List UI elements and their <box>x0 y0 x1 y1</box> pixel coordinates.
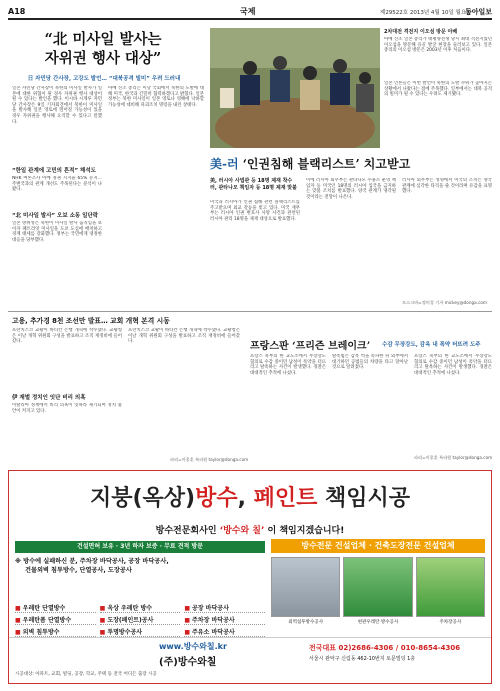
ad-title-part-b: 방수 <box>195 486 238 511</box>
story3-headline: 고용, 추가경 8천 조선만 발표… 교회 개혁 본격 시동 <box>12 317 170 325</box>
ad-service-item: ■ 주유소 바닥공사 <box>184 627 265 637</box>
lead-headline-line2: 자위권 행사 대상” <box>44 50 162 67</box>
advertisement <box>8 470 492 684</box>
ad-photo-label: 현관우레탄 방수공사 <box>357 620 399 625</box>
lead-body-b: NHK 여론조사 아베 정권 지지율 65% 유지… 주변국과의 관계 개선도 주목된다는 분석이 나왔다. <box>12 176 102 193</box>
ad-service-item: ■ 주차장 바닥공사 <box>184 615 265 625</box>
ad-service-item: ■ 도장(페인트)공사 <box>100 615 181 625</box>
story2-body-a: 미국과 러시아가 인권 침해 관련 블랙리스트를 주고받으며 외교 갈등을 빚고 있다. 미국 재무부는 러시아 인권 변호사 사망 사건과 관련된 러시아 관리 18명을 제재 대상으로 발표했다. <box>210 200 300 222</box>
story3-body-b: 이탈리아 정계에서 비리 의혹이 잇따라 제기되며 정치 불안이 커지고 있다. <box>12 403 122 414</box>
ad-company-name: (주)방수와칠 <box>159 657 217 668</box>
lead-body-col3: 일본 언론들은 이번 발언이 북한의 도발 수위가 높아지는 상황에서 나왔다는 점에 주목했다. 일부에서는 대북 공격의 빌미가 될 수 있다는 우려도 제기됐다. <box>384 81 492 98</box>
ad-service-item: ■ 공장 바닥공사 <box>184 603 265 613</box>
ad-sub-b: ‘방수와 칠’ <box>219 526 265 536</box>
ad-services-line2: 건물외벽 침투방수, 단열공사, 도장공사 <box>25 567 132 574</box>
ad-subtitle <box>9 523 491 536</box>
ad-sub-a: 방수전문회사인 <box>155 526 220 536</box>
lead-headline-line1: “北 미사일 발사는 <box>44 31 162 48</box>
ad-photo-parking <box>416 557 485 617</box>
lead-photo <box>210 28 380 148</box>
story2-minihead: 美, 러시아 사법관 등 18명 제재 착수 러, 관타나모 책임자 등 18명 제재 맞불 <box>210 178 297 191</box>
story4-byline: 파리=이종훈 특파원 taylor@donga.com <box>414 455 493 460</box>
ad-photo-strip <box>271 557 485 617</box>
story4-body-c: 프랑스 북부의 한 교도소에서 무장강도 혐의로 수감 중이던 남성이 폭약을 터뜨리고 탈옥하는 사건이 발생했다. 경찰은 대대적인 추적에 나섰다. <box>414 354 492 376</box>
story4-headline: 프랑스판 ‘프리즌 브레이크’ <box>250 341 371 352</box>
lead-minihead-a: “한일 관계에 고민의 흔적” 해석도 <box>12 168 96 174</box>
ad-service-item: ■ 옥상 우레탄 방수 <box>100 603 181 613</box>
ad-photo-entrance <box>343 557 412 617</box>
story4-subhead: 수감 무장강도, 감옥 내 폭약 터뜨려 도주 <box>382 342 481 348</box>
ad-service-item: ■ 우레탄폼 단열방수 <box>15 615 96 625</box>
ad-services <box>15 557 265 575</box>
ad-title-part-c: , <box>237 486 254 511</box>
ad-service-grid <box>15 603 265 637</box>
ad-band-left: 건설면허 보유 ∙ 3년 하자 보증 ∙ 무료 견적 방문 <box>15 541 265 553</box>
ad-phone: 전국대표 02)2686-4306 / 010-8654-4306 <box>309 644 461 652</box>
ad-photo-label: 주차장공사 <box>439 620 462 625</box>
ad-title-part-d: 페인트 <box>253 486 318 511</box>
ad-service-item: ■ 우레탄 단열방수 <box>15 603 96 613</box>
photo-caption-box <box>384 28 492 148</box>
lead-subhead: 日 자민당 간사장, 고강도 발언… “대북공격 빌미” 우려 드러내 <box>27 76 181 82</box>
ad-photo-labels <box>271 619 485 625</box>
story4-body-a: 프랑스 북부의 한 교도소에서 무장강도 혐의로 수감 중이던 남성이 폭약을 터뜨리고 탈옥하는 사건이 발생했다. 경찰은 대대적인 추적에 나섰다. <box>250 354 326 376</box>
photo-caption: 아베 신조 일본 총리가 태평양전쟁 당시 최대 격전지였던 이오섬을 방문해 유골 발굴 현장을 둘러보고 있다. 일본 총리의 이오섬 방문은 2003년 이후 처음이다. <box>384 37 492 54</box>
ad-sub-c: 이 책임지겠습니다! <box>264 526 345 536</box>
ad-website: www.방수와칠.kr <box>159 642 227 651</box>
photo-illustration <box>210 28 380 148</box>
lead-body-col2: 아베 신조 총리는 이날 국회에서 북한의 도발에 대해 미국, 한국과 긴밀히 협력하겠다고 밝혔다. 일본 정부는 북한 미사일이 일본 영토나 영해에 낙하할 가능성에 대비해 파괴조치 명령을 내린 상태다. <box>108 86 204 108</box>
page-header <box>8 6 492 18</box>
ad-band-right: 방수전문 건설업체 ∙ 건축도장전문 건설업체 <box>271 539 485 553</box>
ad-service-item: ■ 외벽 침투방수 <box>15 627 96 637</box>
newspaper-logo: 동아일보 <box>464 7 492 16</box>
ad-title-part-a: 지붕(옥상) <box>89 486 196 511</box>
story3-body-col2: 프란치스코 교황이 바티칸 은행 개혁에 착수했다. 교황청은 이날 개혁 위원회 구성을 발표하고 조직 재정비에 들어갔다. <box>128 328 240 345</box>
story4-body-b: 탈옥범은 감옥 벽을 폭파한 뒤 외부에서 대기하던 공범들의 차량을 타고 달아난 것으로 알려졌다. <box>332 354 408 371</box>
story2-byline: 모스크바=정미경 기자 mickey@donga.com <box>402 300 488 305</box>
photo-caption-title: 2차대전 격전지 이오섬 방문 아베 <box>384 29 458 35</box>
section-title: 국제 <box>240 7 256 16</box>
story2-headline-prefix: 美-러 <box>210 157 239 171</box>
ad-photo-label: 외벽침투방수공사 <box>288 620 324 625</box>
ad-services-line1: ※ 방수에 실패하신 분, 주차장 바닥공사, 공장 바닥공사, <box>15 558 169 565</box>
lead-headline <box>18 30 188 68</box>
ad-address: 서울시 관악구 신림동 462-10번지 토문빌딩 1층 <box>309 656 416 662</box>
story2-headline <box>210 155 492 172</box>
lead-body-c: 일본 방위성은 북한이 미사일 발사 움직임을 보이자 패트리엇 미사일을 도쿄 도심에 배치하고 경계 태세를 강화했다. 정부는 국민에게 냉정한 대응을 당부했다. <box>12 221 102 243</box>
story3-body-a: 프란치스코 교황이 바티칸 은행 개혁에 착수했다. 교황청은 이날 개혁 위원회 구성을 발표하고 조직 재정비에 들어갔다. <box>12 328 122 345</box>
header-divider <box>8 18 492 20</box>
ad-title-part-e: 책임시공 <box>317 486 411 511</box>
ad-service-item: ■ 투명방수공사 <box>100 627 181 637</box>
ad-photo-wall <box>271 557 340 617</box>
page-number: A18 <box>8 7 26 16</box>
story3-minihead-a: 伊 재벌 정치인 잇단 비리 의혹 <box>12 395 86 401</box>
section-divider <box>8 311 492 312</box>
story2-body-b: 이에 러시아 외무부는 관타나모 수용소 운영 책임자 등 미국인 18명의 러시아 입국을 금지하는 맞불 조치를 발표했다. 양국 관계가 냉각될 것이라는 전망이 나온다. <box>306 178 396 200</box>
story2-body-c: 러시아 외무부는 성명에서 미국의 조치는 양국 관계에 심각한 타격을 줄 것이라며 유감을 표명했다. <box>402 178 492 195</box>
issue-date: 제29522호 2013년 4월 10일 월요일 <box>380 10 472 16</box>
story2-headline-main: ‘인권침해 블랙리스트’ 치고받고 <box>238 157 411 171</box>
ad-title <box>9 481 491 512</box>
lead-minihead-b: “北 미사일 발사” 오보 소동 일단락 <box>12 213 99 219</box>
lead-body-a: 일본 자민당 간사장이 북한의 미사일 발사가 일본에 대한 위협이 될 경우 자위권 행사 대상이 될 수 있다는 발언을 했다. 이시바 시게루 자민당 간사장은 9일 기자회견에서 북한이 미사일을 발사해 일본 영토에 떨어질 가능성이 있을 경우 자위권을 행사해 요격할 수 있다고 말했다. <box>12 86 102 125</box>
ad-footer-note: 시공대상: 아파트, 교회, 빌딩, 공장, 학교, 주택 등 전국 어디든 출장 시공 <box>15 672 157 677</box>
story3-byline: 파리=이종훈 특파원 taylor@donga.com <box>170 457 249 462</box>
